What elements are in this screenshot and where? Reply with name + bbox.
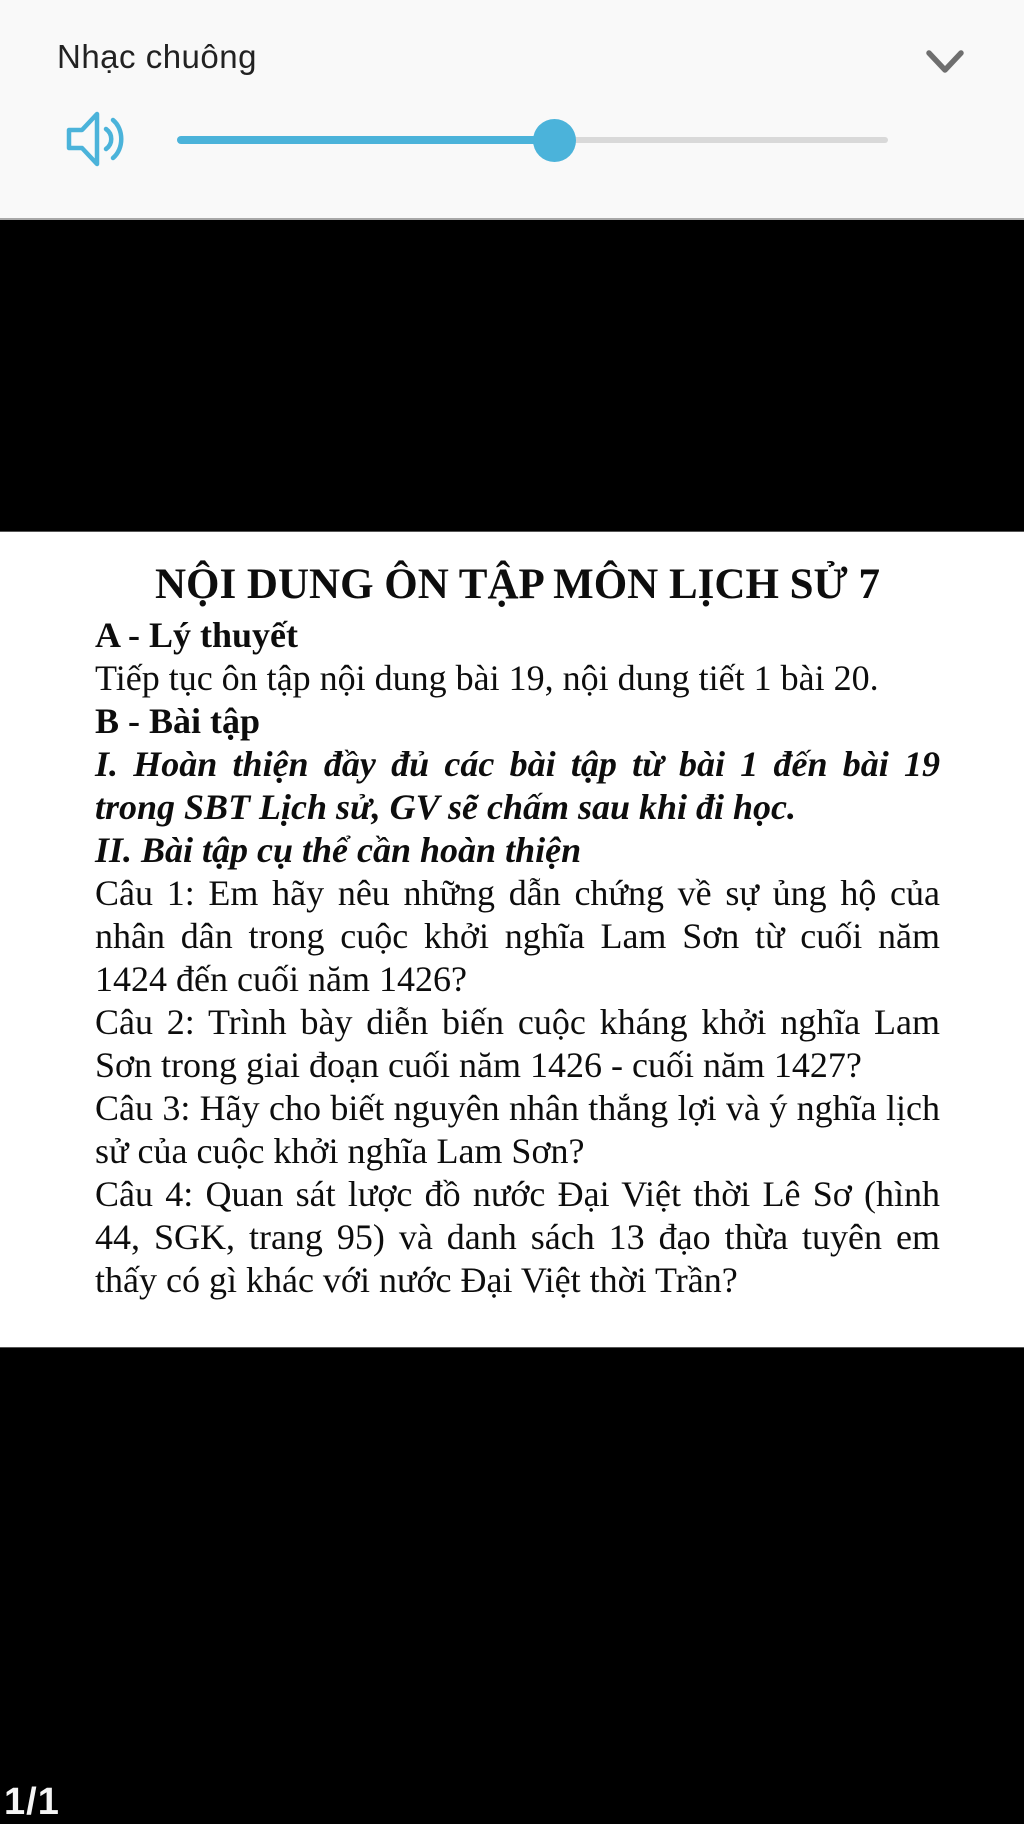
- collapse-panel-button[interactable]: [918, 44, 972, 82]
- volume-panel: [0, 0, 1024, 220]
- speaker-icon: [62, 158, 130, 173]
- doc-heading-b: B - Bài tập: [95, 701, 261, 741]
- doc-theory-note: Tiếp tục ôn tập nội dung bài 19, nội dung tiết 1 bài 20.: [95, 658, 879, 698]
- page-indicator: 1/1: [4, 1781, 60, 1823]
- doc-heading-a: A - Lý thuyết: [95, 615, 299, 655]
- doc-question-4: Câu 4: Quan sát lược đồ nước Đại Việt thời Lê Sơ (hình 44, SGK, trang 95) và danh sách 13 đạo thừa tuyên em thấy có gì khác với nước Đại Việt thời Trần?: [95, 1174, 940, 1300]
- doc-task-specific-heading: II. Bài tập cụ thể cần hoàn thiện: [95, 830, 582, 870]
- doc-question-2: Câu 2: Trình bày diễn biến cuộc kháng khởi nghĩa Lam Sơn trong giai đoạn cuối năm 1426 - cuối năm 1427?: [95, 1002, 940, 1085]
- ringtone-label: Nhạc chuông: [57, 38, 257, 75]
- doc-title: NỘI DUNG ÔN TẬP MÔN LỊCH SỬ 7: [154, 561, 881, 608]
- doc-question-1: Câu 1: Em hãy nêu những dẫn chứng về sự ủng hộ của nhân dân trong cuộc khởi nghĩa Lam Sơn từ cuối năm 1424 đến cuối năm 1426?: [95, 873, 940, 999]
- volume-slider-thumb[interactable]: [533, 119, 576, 162]
- chevron-down-icon: [918, 70, 972, 85]
- speaker-mute-button[interactable]: [62, 108, 130, 170]
- image-viewer: [0, 222, 1024, 1823]
- doc-question-3: Câu 3: Hãy cho biết nguyên nhân thắng lợi và ý nghĩa lịch sử của cuộc khởi nghĩa Lam Sơn?: [95, 1088, 940, 1171]
- volume-slider[interactable]: [177, 119, 888, 161]
- volume-slider-fill: [177, 136, 554, 144]
- document-page: [0, 531, 1024, 1348]
- doc-task-general: I. Hoàn thiện đầy đủ các bài tập từ bài 1 đến bài 19 trong SBT Lịch sử, GV sẽ chấm sau khi đi học.: [95, 744, 940, 827]
